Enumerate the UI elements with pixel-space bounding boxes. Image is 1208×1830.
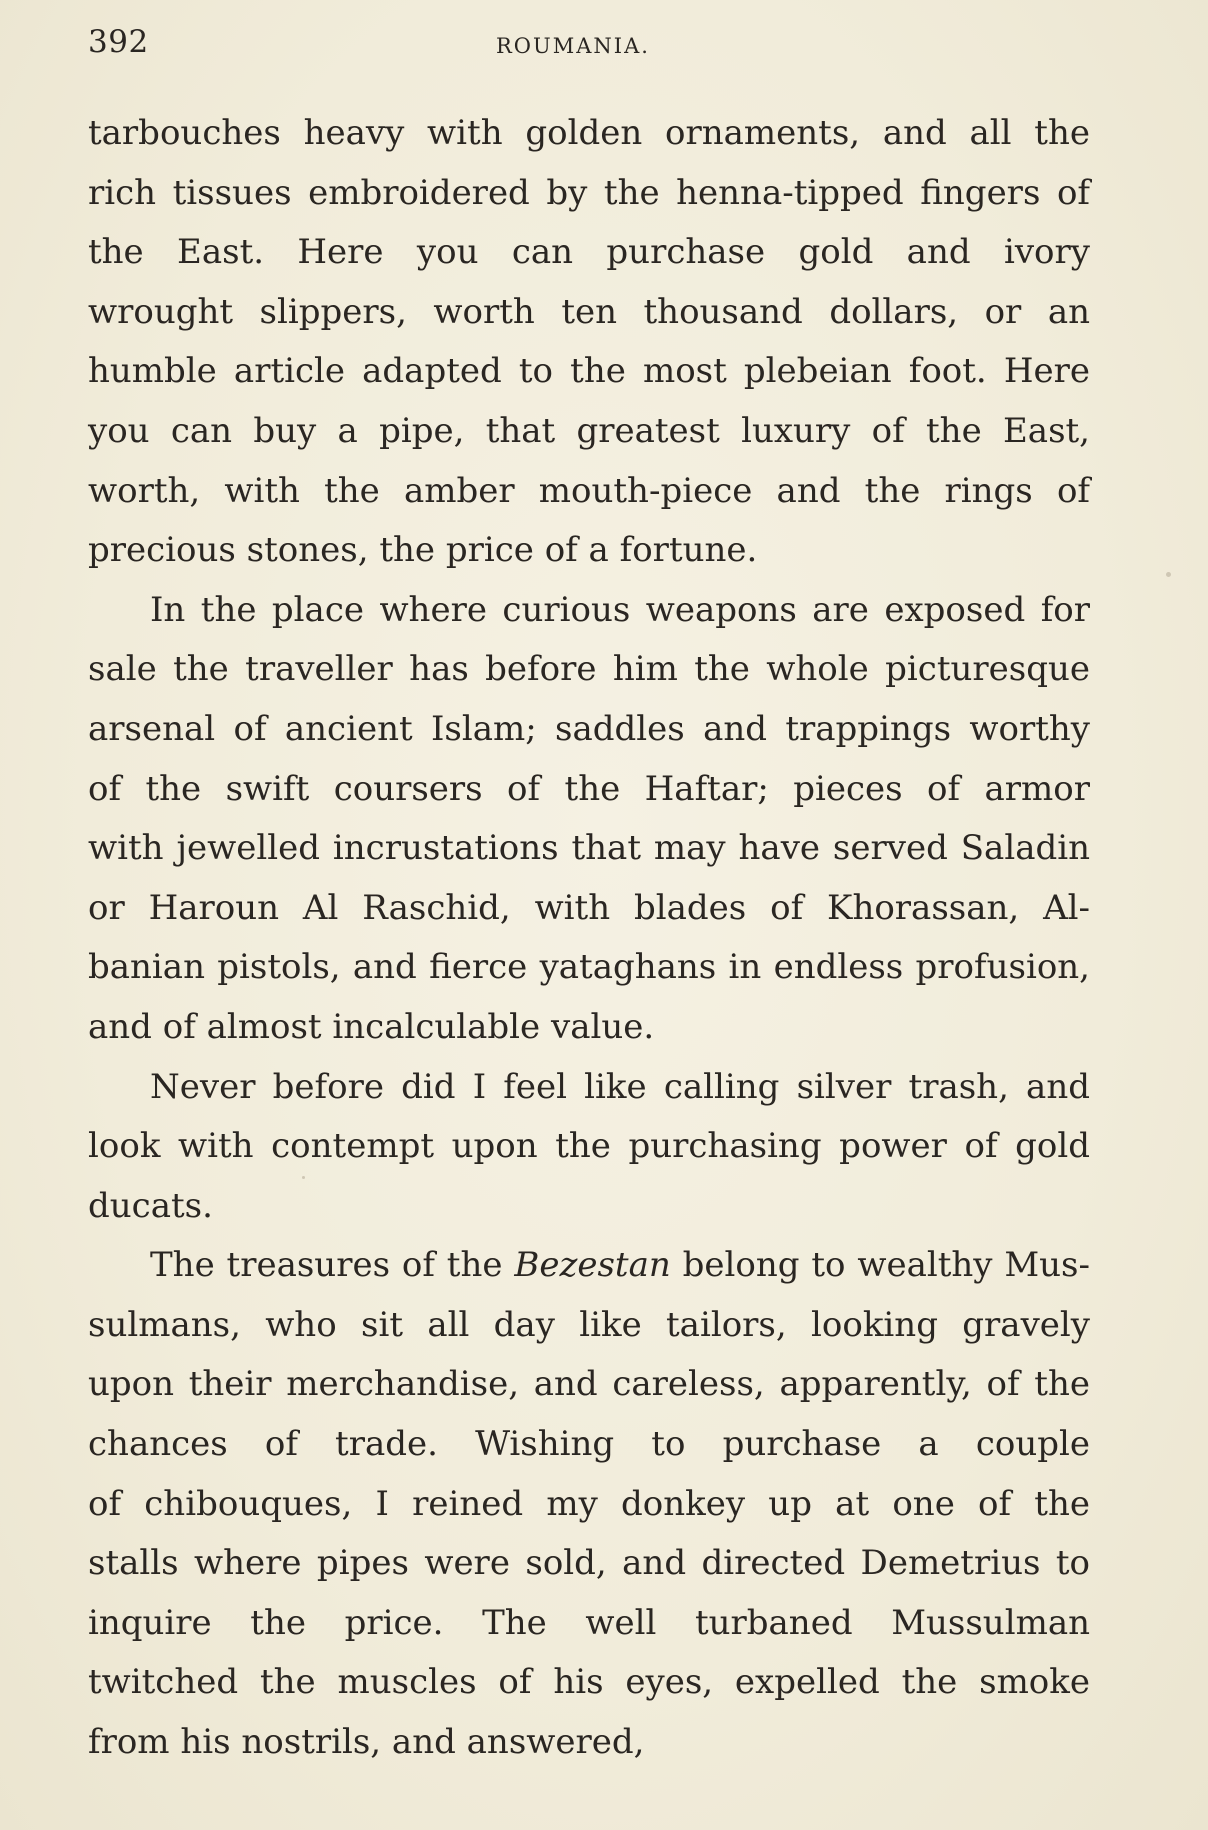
- paragraph: [88, 581, 1090, 1058]
- text-line: [88, 1236, 1090, 1296]
- text-line: Never before did I feel like calling silver trash, and: [150, 1066, 1090, 1107]
- text-line: inquire the price. The well turbaned Mussulman: [88, 1602, 1090, 1643]
- text-line: In the place where curious weapons are exposed for: [150, 589, 1090, 630]
- page-header: [88, 24, 1088, 68]
- running-head: ROUMANIA.: [496, 34, 650, 58]
- paragraph: [88, 1236, 1090, 1772]
- text-line: look with contempt upon the purchasing power of gold: [88, 1126, 1090, 1167]
- text-line: humble article adapted to the most plebeian foot. Here: [88, 351, 1090, 392]
- text-line: twitched the muscles of his eyes, expelled the smoke: [88, 1662, 1090, 1703]
- text-line: or Haroun Al Raschid, with blades of Khorassan, Al-: [88, 887, 1090, 928]
- text-segment: belong to wealthy Mus-: [682, 1245, 1090, 1286]
- text-line: wrought slippers, worth ten thousand dollars, or an: [88, 291, 1090, 332]
- italic-term: Bezestan: [514, 1245, 671, 1286]
- paper-speck: [1166, 572, 1171, 577]
- text-line: arsenal of ancient Islam; saddles and trappings worthy: [88, 708, 1090, 749]
- text-line: of chibouques, I reined my donkey up at one of the: [88, 1483, 1090, 1524]
- paper-speck: [302, 1176, 305, 1179]
- text-line: from his nostrils, and answered,: [88, 1722, 645, 1763]
- text-line: stalls where pipes were sold, and directed Demetrius to: [88, 1543, 1090, 1584]
- page-number: 392: [88, 24, 149, 60]
- text-line: worth, with the amber mouth-piece and the rings of: [88, 470, 1090, 511]
- text-line: tarbouches heavy with golden ornaments, and all the: [88, 113, 1090, 153]
- text-line: sale the traveller has before him the whole picturesque: [88, 649, 1090, 690]
- text-line: you can buy a pipe, that greatest luxury of the East,: [88, 410, 1090, 451]
- text-line: with jewelled incrustations that may have served Saladin: [88, 828, 1090, 869]
- text-line: precious stones, the price of a fortune.: [88, 530, 758, 571]
- paragraph: [88, 104, 1090, 581]
- text-line: banian pistols, and fierce yataghans in endless profusion,: [88, 947, 1090, 988]
- text-line: rich tissues embroidered by the henna-tipped fingers of: [88, 172, 1090, 213]
- text-segment: The treasures of the: [150, 1245, 503, 1286]
- text-line: sulmans, who sit all day like tailors, looking gravely: [88, 1304, 1090, 1345]
- text-line: of the swift coursers of the Haftar; pieces of armor: [88, 768, 1090, 809]
- text-line: upon their merchandise, and careless, apparently, of the: [88, 1364, 1090, 1405]
- text-line: the East. Here you can purchase gold and ivory: [88, 232, 1090, 273]
- paragraph: [88, 1058, 1090, 1237]
- text-line: chances of trade. Wishing to purchase a couple: [88, 1424, 1090, 1465]
- text-line: ducats.: [88, 1185, 213, 1226]
- body-text: [88, 104, 1090, 1773]
- text-line: and of almost incalculable value.: [88, 1006, 655, 1047]
